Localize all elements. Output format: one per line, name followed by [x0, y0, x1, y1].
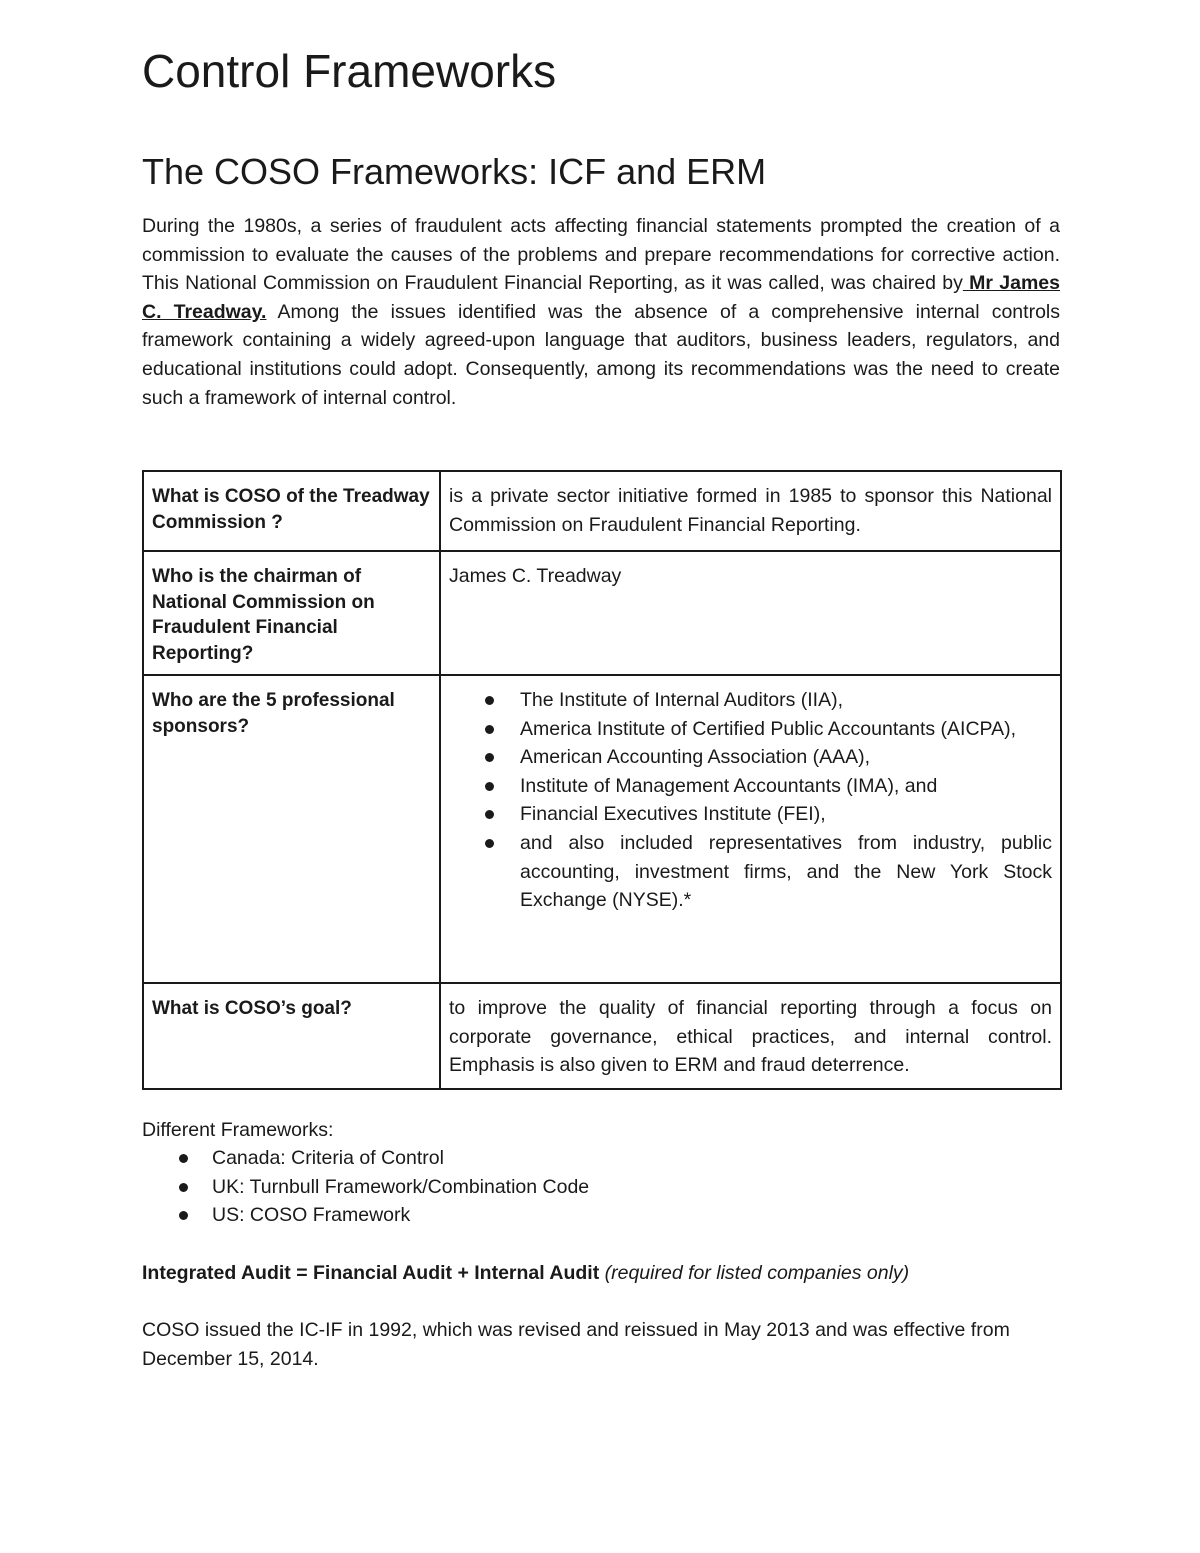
page-title: Control Frameworks — [142, 45, 557, 97]
sponsor-text: The Institute of Internal Auditors (IIA), — [520, 689, 843, 711]
answer-cell: is a private sector initiative formed in 1985 to sponsor this National Commission on Fraudulent Financial Reporting. — [440, 471, 1061, 551]
bullet-icon — [485, 782, 494, 791]
sponsor-text: America Institute of Certified Public Accountants (AICPA), — [520, 717, 1017, 740]
list-item — [520, 772, 1052, 801]
question-cell: What is COSO of the Treadway Commission ? — [143, 471, 440, 551]
coso-issued-paragraph: COSO issued the IC-IF in 1992, which was revised and reissued in May 2013 and was effective from December 15, 2014. — [142, 1319, 1010, 1370]
section-heading: The COSO Frameworks: ICF and ERM — [142, 151, 767, 192]
intro-paragraph — [142, 212, 1060, 412]
sponsor-text: and also included representatives from industry, public accounting, investment firms, and the New York Stock Exchange (NYSE).* — [520, 831, 1052, 912]
answer-cell: James C. Treadway — [440, 551, 1061, 675]
sponsor-text: Institute of Management Accountants (IMA), and — [520, 774, 938, 797]
bullet-icon — [179, 1154, 188, 1163]
integrated-audit-note: (required for listed companies only) — [599, 1262, 910, 1284]
sponsor-text: Financial Executives Institute (FEI), — [520, 803, 826, 826]
bullet-icon — [485, 810, 494, 819]
frameworks-list — [142, 1144, 589, 1230]
table-row — [143, 675, 1061, 983]
frameworks-label: Different Frameworks: — [142, 1119, 334, 1141]
table-row — [143, 471, 1061, 551]
framework-text: UK: Turnbull Framework/Combination Code — [212, 1175, 590, 1198]
table-row — [143, 983, 1061, 1089]
coso-faq-table — [142, 470, 1062, 1090]
table-row — [143, 551, 1061, 675]
list-item — [520, 715, 1052, 744]
integrated-audit-formula: Integrated Audit = Financial Audit + Internal Audit — [142, 1262, 600, 1284]
list-item — [212, 1173, 589, 1202]
answer-cell — [440, 675, 1061, 983]
bullet-icon — [179, 1211, 188, 1220]
intro-text-after: Among the issues identified was the absence of a comprehensive internal controls framework containing a widely agreed-upon language that auditors, business leaders, regulators, and educational institutions could adopt. Consequently, among its recommendations was the need to create such a framework of internal control. — [142, 300, 1060, 409]
question-cell: What is COSO’s goal? — [143, 983, 440, 1089]
list-item — [520, 686, 1052, 715]
bullet-icon — [485, 725, 494, 734]
treadway-name-link[interactable]: Mr James C. Treadway. — [142, 272, 1060, 323]
bullet-icon — [485, 839, 494, 848]
sponsor-text: American Accounting Association (AAA), — [520, 746, 871, 769]
integrated-audit-line — [142, 1259, 909, 1288]
bullet-icon — [179, 1183, 188, 1192]
sponsors-list — [449, 686, 1052, 915]
list-item — [212, 1144, 589, 1173]
list-item — [520, 829, 1052, 915]
list-item — [520, 743, 1052, 772]
intro-text-before: During the 1980s, a series of fraudulent acts affecting financial statements prompted the creation of a commission to evaluate the causes of the problems and prepare recommendations for corrective action. This National Commission on Fraudulent Financial Reporting, as it was called, was chaired by — [142, 215, 1060, 295]
question-cell: Who are the 5 professional sponsors? — [143, 675, 440, 983]
framework-text: Canada: Criteria of Control — [212, 1147, 444, 1169]
list-item — [212, 1201, 589, 1230]
framework-text: US: COSO Framework — [212, 1204, 411, 1227]
question-cell: Who is the chairman of National Commission on Fraudulent Financial Reporting? — [143, 551, 440, 675]
bullet-icon — [485, 753, 494, 762]
answer-cell: to improve the quality of financial reporting through a focus on corporate governance, ethical practices, and internal control. Emphasis is also given to ERM and fraud deterrence. — [440, 983, 1061, 1089]
list-item — [520, 800, 1052, 829]
bullet-icon — [485, 696, 494, 705]
